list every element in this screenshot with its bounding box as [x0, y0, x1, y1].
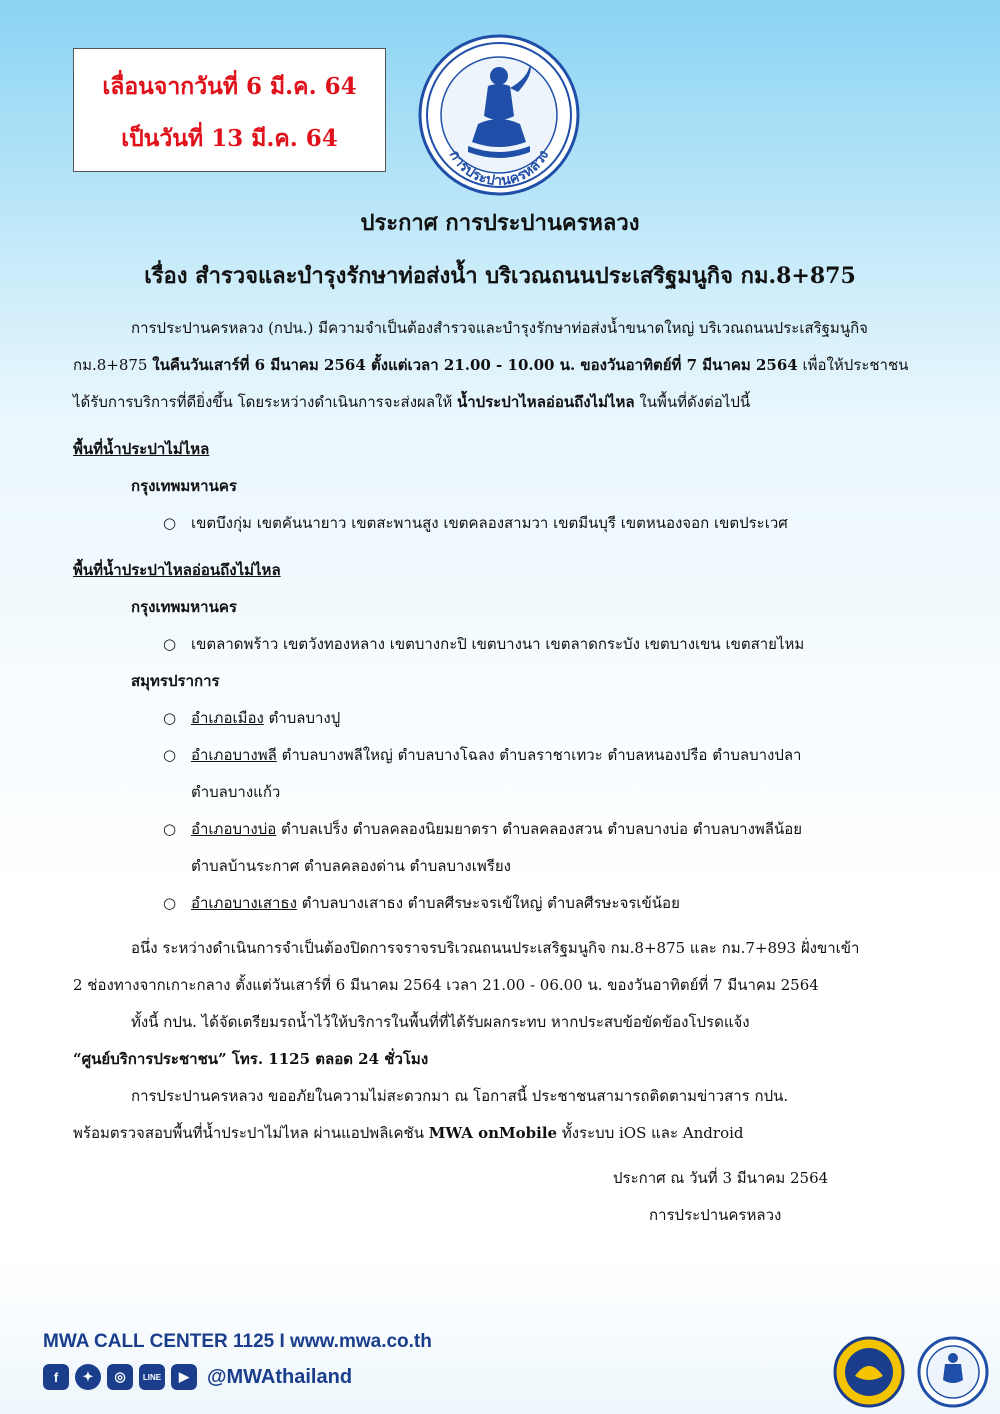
apology-paragraph: [73, 1078, 931, 1152]
line-icon[interactable]: LINE: [139, 1364, 165, 1390]
service-hotline: “ศูนย์บริการประชาชน” โทร. 1125 ตลอด 24 ชั่วโมง: [73, 1050, 429, 1068]
apology-app-prefix: พร้อมตรวจสอบพื้นที่น้ำประปาไม่ไหล ผ่านแอปพลิเคชัน: [73, 1124, 429, 1142]
service-paragraph: [73, 1004, 931, 1078]
announcement-body: [73, 310, 931, 1234]
announcement-title: ประกาศ การประปานครหลวง: [360, 210, 640, 236]
app-name: MWA onMobile: [428, 1124, 558, 1142]
intro-impact-bold: น้ำประปาไหลอ่อนถึงไม่ไหล: [457, 393, 635, 411]
no-water-heading: พื้นที่น้ำประปาไม่ไหล: [73, 440, 210, 458]
bullet-icon: ○: [163, 635, 177, 653]
emblem-logo: [833, 1336, 905, 1408]
bullet-icon: ○: [163, 820, 177, 838]
district-subdistricts-cont: ตำบลบางแก้ว: [191, 783, 281, 801]
bullet-icon: ○: [163, 709, 177, 727]
intro-km: กม.8+875: [73, 356, 153, 374]
traffic-note-line-1: อนึ่ง ระหว่างดำเนินการจำเป็นต้องปิดการจราจรบริเวณถนนประเสริฐมนูกิจ กม.8+875 และ กม.7+893 ฝั่งขาเข้า: [131, 939, 860, 957]
district-subdistricts: ตำบลบางพลีใหญ่ ตำบลบางโฉลง ตำบลราชาเทวะ ตำบลหนองปรือ ตำบลบางปลา: [276, 746, 802, 764]
service-line-1: ทั้งนี้ กปน. ได้จัดเตรียมรถน้ำไว้ให้บริการในพื้นที่ที่ได้รับผลกระทบ หากประสบข้อขัดข้องโปรดแจ้ง: [131, 1013, 750, 1031]
intro-paragraph: [73, 310, 931, 421]
apology-line-1: การประปานครหลวง ขออภัยในความไม่สะดวกมา ณ โอกาสนี้ ประชาชนสามารถติดตามข่าวสาร กปน.: [131, 1087, 789, 1105]
mwa-logo: [418, 34, 580, 196]
signature-org: การประปานครหลวง: [649, 1206, 782, 1224]
logo-text: การประปานครหลวง: [445, 147, 553, 190]
district-name: อำเภอบางเสาธง: [191, 894, 297, 912]
instagram-icon[interactable]: ◎: [107, 1364, 133, 1390]
facebook-icon[interactable]: f: [43, 1364, 69, 1390]
intro-line-2: [73, 347, 931, 384]
bullet-icon: ○: [163, 894, 177, 912]
no-water-province: กรุงเทพมหานคร: [131, 477, 237, 495]
intro-areas-follow: ในพื้นที่ดังต่อไปนี้: [634, 393, 751, 411]
notice-line-1: เลื่อนจากวันที่ 6 มี.ค. 64: [102, 73, 357, 100]
youtube-icon[interactable]: ▶: [171, 1364, 197, 1390]
traffic-note-line-2: 2 ช่องทางจากเกาะกลาง ตั้งแต่วันเสาร์ที่ 6 มีนาคม 2564 เวลา 21.00 - 06.00 น. ของวันอาทิตย์ที่ 7 มีนาคม 2564: [73, 976, 819, 994]
bangkok-districts: เขตลาดพร้าว เขตวังทองหลาง เขตบางกะปิ เขตบางนา เขตลาดกระบัง เขตบางเขน เขตสายไหม: [191, 635, 805, 653]
low-pressure-province-bangkok: กรุงเทพมหานคร: [131, 598, 237, 616]
district-subdistricts: ตำบลบางเสาธง ตำบลศีรษะจรเข้ใหญ่ ตำบลศีรษะจรเข้น้อย: [296, 894, 680, 912]
intro-impact: ได้รับการบริการที่ดียิ่งขึ้น โดยระหว่างดำเนินการจะส่งผลให้: [73, 393, 457, 411]
district-name: อำเภอบางพลี: [191, 746, 277, 764]
mwa-small-logo: [917, 1336, 989, 1408]
apology-platforms: ทั้งระบบ iOS และ Android: [557, 1124, 744, 1142]
signature-date: ประกาศ ณ วันที่ 3 มีนาคม 2564: [613, 1169, 829, 1187]
bullet-icon: ○: [163, 514, 177, 532]
list-item: [163, 885, 931, 922]
district-name: อำเภอบางบ่อ: [191, 820, 277, 838]
district-name: อำเภอเมือง: [191, 709, 264, 727]
no-water-districts: เขตบึงกุ่ม เขตคันนายาว เขตสะพานสูง เขตคลองสามวา เขตมีนบุรี เขตหนองจอก เขตประเวศ: [191, 514, 788, 532]
intro-purpose: เพื่อให้ประชาชน: [797, 356, 909, 374]
intro-line-3: [73, 384, 931, 421]
apology-line-2: [73, 1115, 931, 1152]
intro-schedule: ในคืนวันเสาร์ที่ 6 มีนาคม 2564 ตั้งแต่เวลา 21.00 - 10.00 น. ของวันอาทิตย์ที่ 7 มีนาคม 2564: [152, 356, 798, 374]
call-center-text: MWA CALL CENTER 1125 I www.mwa.co.th: [43, 1331, 432, 1352]
list-item: [163, 811, 931, 885]
bullet-icon: ○: [163, 746, 177, 764]
list-item: [163, 737, 931, 811]
district-subdistricts: ตำบลเปร็ง ตำบลคลองนิยมยาตรา ตำบลคลองสวน ตำบลบางบ่อ ตำบลบางพลีน้อย: [276, 820, 803, 838]
list-item: [163, 626, 931, 663]
intro-line-1: การประปานครหลวง (กปน.) มีความจำเป็นต้องสำรวจและบำรุงรักษาท่อส่งน้ำขนาดใหญ่ บริเวณถนนประเสริฐมนูกิจ: [131, 319, 868, 337]
low-pressure-province-samutprakan: สมุทรปราการ: [131, 672, 220, 690]
district-subdistricts-cont: ตำบลบ้านระกาศ ตำบลคลองด่าน ตำบลบางเพรียง: [191, 857, 511, 875]
district-subdistricts: ตำบลบางปู: [263, 709, 341, 727]
notice-line-2: เป็นวันที่ 13 มี.ค. 64: [121, 125, 338, 152]
social-bar: [43, 1364, 352, 1390]
twitter-icon[interactable]: ✦: [75, 1364, 101, 1390]
social-handle[interactable]: @MWAthailand: [207, 1365, 353, 1388]
list-item: [163, 700, 931, 737]
traffic-note-paragraph: [73, 930, 931, 1004]
postponement-notice-box: [73, 48, 386, 172]
announcement-subject: เรื่อง สำรวจและบำรุงรักษาท่อส่งน้ำ บริเวณถนนประเสริฐมนูกิจ กม.8+875: [144, 263, 856, 289]
list-item: [163, 505, 931, 542]
low-pressure-heading: พื้นที่น้ำประปาไหลอ่อนถึงไม่ไหล: [73, 561, 281, 579]
